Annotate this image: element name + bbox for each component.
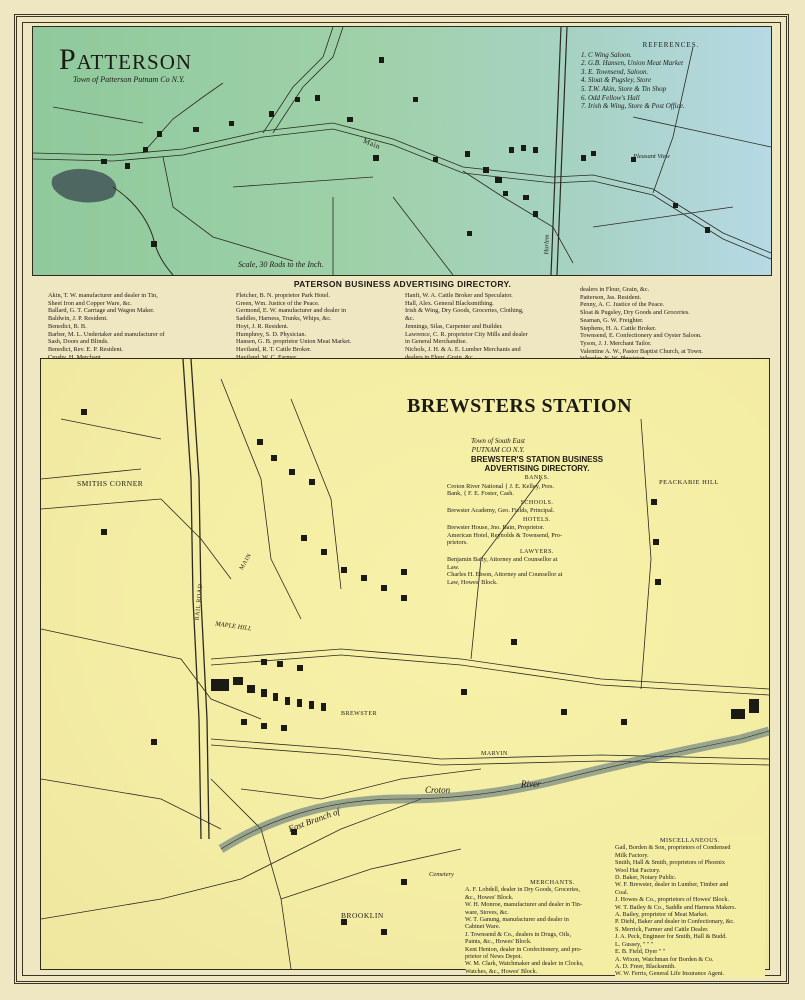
maple-hill-label: MAPLE HILL bbox=[214, 620, 252, 633]
map-scale: Scale, 30 Rods to the Inch. bbox=[238, 260, 324, 269]
patterson-map bbox=[32, 26, 772, 276]
directory-entry: Humphrey, S. D. Physician. bbox=[236, 330, 307, 338]
section-heading: BANKS. bbox=[524, 475, 550, 481]
reference-item: 7. Irish & Wing, Store & Post Office. bbox=[581, 102, 685, 111]
directory-entry: L. Gussey, " " " bbox=[615, 940, 654, 948]
directory-column-3 bbox=[405, 292, 575, 361]
directory-entry: A. D. Freer, Blacksmith. bbox=[615, 962, 676, 970]
section-heading: LAWYERS. bbox=[519, 548, 555, 555]
patterson-directory-title: PATERSON BUSINESS ADVERTISING DIRECTORY. bbox=[293, 279, 512, 289]
east-branch-label: East Branch of bbox=[286, 806, 342, 834]
directory-entry: Saddles, Harness, Trunks, Whips, &c. bbox=[236, 315, 332, 323]
brewsters-title: BREWSTERS STATION bbox=[407, 395, 633, 417]
directory-entry: Milk Factory. bbox=[615, 851, 649, 859]
brewsters-subtitle bbox=[471, 437, 525, 455]
directory-entry: in General Merchandise. bbox=[405, 338, 468, 346]
directory-entry: Townsend, E. Confectionery and Oyster Saloon. bbox=[580, 332, 702, 340]
directory-entry: W. T. Bailey & Co., Saddle and Harness Makers. bbox=[615, 903, 737, 911]
directory-entry: Brewster House, Jno. Bain, Proprietor. bbox=[447, 524, 545, 531]
directory-entry: Stephens, H. A. Cattle Broker. bbox=[580, 324, 657, 332]
directory-entry: W. H. Monroe, manufacturer and dealer in Tin- bbox=[465, 901, 582, 909]
directory-entry: Hansen, G. B. proprietor Union Meat Market. bbox=[236, 338, 352, 346]
brewsters-directory bbox=[447, 455, 627, 586]
directory-entry: Seaman, G. W. Freighter. bbox=[580, 316, 644, 324]
miscellaneous-list bbox=[615, 837, 765, 978]
croton-river bbox=[221, 731, 769, 852]
brewster-street-label: BREWSTER bbox=[341, 711, 378, 717]
reference-item: 5. T.W. Akin, Store & Tin Shop bbox=[581, 84, 667, 93]
directory-entry: A. Wixon, Watchman for Borden & Co. bbox=[615, 955, 714, 963]
directory-entry: Brewster Academy, Geo. Fields, Principal. bbox=[447, 507, 555, 514]
directory-entry: Nichols, J. H. & A. E. Lumber Merchants and bbox=[405, 345, 521, 353]
reference-item: 1. C Wing Saloon. bbox=[581, 50, 632, 59]
directory-entry: &c., Howes' Block. bbox=[465, 893, 514, 901]
section-heading: HOTELS. bbox=[523, 516, 551, 523]
croton-label: Croton bbox=[425, 785, 451, 795]
directory-entry: Sloat & Pugsley, Dry Goods and Groceries. bbox=[580, 309, 690, 317]
town-label: Town of South East bbox=[471, 437, 526, 445]
reference-item: 4. Sloat & Pugsley, Store bbox=[581, 76, 652, 85]
main-street-label: Main bbox=[361, 135, 382, 152]
directory-entry: Valentine A. W., Pastor Baptist Church, at Town. bbox=[580, 347, 703, 355]
directory-entry: J. Townsend & Co., dealers in Drugs, Oils, bbox=[465, 930, 572, 938]
cemetery-label: Cemetery bbox=[429, 871, 454, 878]
directory-entry: Fletcher, B. N. proprietor Park Hotel. bbox=[236, 292, 331, 299]
directory-entry: Benedict, B. B. bbox=[48, 322, 87, 330]
directory-entry: Jennings, Silas, Carpenter and Builder. bbox=[405, 322, 503, 330]
directory-entry: Hall, Alex. General Blacksmithing. bbox=[405, 299, 494, 307]
references-title: REFERENCES. bbox=[642, 41, 700, 49]
directory-entry: Barber, M. L. Undertaker and manufacturer of bbox=[48, 330, 165, 338]
directory-entry: P. Diehl, Baker and dealer in Confectionary, &c. bbox=[615, 918, 735, 926]
river-label: River bbox=[521, 779, 541, 789]
directory-entry: Patterson, Jas. Resident. bbox=[580, 293, 642, 301]
merchants-list bbox=[465, 879, 640, 975]
directory-entry: D. Baker, Notary Public. bbox=[615, 874, 677, 882]
reference-item: 3. E. Townsend, Saloon. bbox=[581, 67, 649, 76]
directory-entry: Bank, { F. E. Foster, Cash. bbox=[447, 490, 514, 497]
directory-entry: Watches, &c., Howes' Block. bbox=[465, 967, 538, 975]
directory-entry: Charles H. Ebson, Attorney and Counsellor at bbox=[447, 571, 563, 578]
directory-entry: Wool Hat Factory. bbox=[615, 866, 661, 874]
section-heading: MISCELLANEOUS. bbox=[659, 837, 721, 844]
directory-column-1 bbox=[48, 292, 233, 361]
directory-entry: Lawrence, C. R. proprietor City Mills and dealer bbox=[405, 330, 528, 338]
directory-entry: Gail, Borden & Son, proprietors of Condensed bbox=[615, 844, 731, 852]
directory-entry: W. M. Clark, Watchmaker and dealer in Clocks, bbox=[465, 960, 584, 968]
directory-entry: Hoyt, J. R. Resident. bbox=[236, 322, 289, 330]
directory-entry: S. Merrick, Farmer and Cattle Dealer. bbox=[615, 925, 709, 933]
section-heading: MERCHANTS. bbox=[530, 879, 575, 886]
directory-entry: ware, Stoves, &c. bbox=[465, 908, 509, 916]
directory-entry: Sash, Doors and Blinds. bbox=[48, 338, 109, 346]
section-heading: SCHOOLS. bbox=[520, 499, 554, 506]
directory-entry: Green, Wm. Justice of the Peace. bbox=[236, 299, 320, 307]
directory-entry: Sheet Iron and Copper Ware, &c. bbox=[48, 299, 132, 307]
directory-entry: Haviland, R. T. Cattle Broker. bbox=[236, 345, 312, 353]
peackabie-hill-label: PEACKABIE HILL bbox=[659, 479, 719, 486]
directory-entry: prietors. bbox=[447, 539, 468, 546]
directory-column-2 bbox=[236, 292, 406, 361]
directory-entry: W. T. Ganung, manufacturer and dealer in bbox=[465, 916, 569, 924]
brooklin-label: BROOKLIN bbox=[341, 911, 384, 920]
marvin-ave-label: MARVIN bbox=[481, 751, 508, 757]
harlem-label: Harlem bbox=[543, 234, 551, 255]
directory-entry: J. A. Peck, Engineer for Smith, Hall & Budd. bbox=[615, 933, 727, 941]
directory-entry: Smith, Hall & Smith, proprietors of Phoenix bbox=[615, 859, 725, 867]
directory-entry: Coal. bbox=[615, 888, 629, 896]
directory-entry: &c. bbox=[405, 315, 415, 323]
pleasant-view-label: Pleasant View bbox=[633, 153, 670, 160]
directory-entry: Law, Howes' Block. bbox=[447, 578, 498, 586]
directory-entry: W. F. Brewster, dealer in Lumber, Timber and bbox=[615, 881, 729, 889]
references-box bbox=[581, 41, 761, 111]
patterson-title: Patterson bbox=[59, 43, 193, 76]
directory-entry: Tyson, J. J. Merchant Tailor. bbox=[580, 339, 652, 347]
directory-entry: Paints, &c., Howes' Block. bbox=[465, 938, 532, 946]
directory-entry: Croton River National { J. E. Kelley, Pres. bbox=[447, 482, 555, 490]
directory-entry: American Hotel, Reynolds & Townsend, Pro- bbox=[447, 531, 563, 539]
directory-entry: Akin, T. W. manufacturer and dealer in Tin, bbox=[48, 292, 158, 299]
directory-entry: Hanft, W. A. Cattle Broker and Speculator. bbox=[405, 292, 513, 299]
directory-entry: Ballard, G. T. Carriage and Wagon Maker. bbox=[48, 307, 155, 315]
directory-entry: Benjamin Baily, Attorney and Counsellor at bbox=[447, 556, 558, 563]
directory-entry: A. F. Lobdell, dealer in Dry Goods, Groceries, bbox=[465, 886, 580, 894]
directory-entry: Cabinet Ware. bbox=[465, 923, 501, 931]
directory-entry: A. Bailey, proprietor of Meat Market. bbox=[615, 911, 709, 919]
directory-entry: J. Howes & Co., proprietors of Howes' Block. bbox=[615, 896, 730, 904]
brewsters-directory-title: BREWSTER'S STATION BUSINESS ADVERTISING DIRECTORY. bbox=[470, 455, 604, 473]
directory-entry: dealers in Flour, Grain, &c. bbox=[580, 286, 650, 293]
railroad-label: RAIL ROAD bbox=[194, 583, 204, 621]
directory-entry: E. B. Field, Dyer " " bbox=[615, 948, 666, 956]
directory-entry: Baldwin, J. P. Resident. bbox=[48, 315, 108, 323]
directory-entry: Irish & Wing, Dry Goods, Groceries, Clothing, bbox=[405, 307, 524, 315]
brewsters-map bbox=[40, 358, 770, 978]
reference-item: 2. G.B. Hansen, Union Meat Market bbox=[581, 59, 684, 68]
main-street-label: MAIN bbox=[238, 552, 254, 572]
directory-entry: Law. bbox=[447, 563, 460, 571]
directory-entry: Penny, A. C. Justice of the Peace. bbox=[580, 301, 665, 309]
directory-entry: Benedict, Rev. E. P. Resident. bbox=[48, 345, 123, 353]
smiths-corner-label: SMITHS CORNER bbox=[77, 479, 144, 488]
directory-entry: Germond, E. W. manufacturer and dealer in bbox=[236, 307, 346, 315]
mill-pond bbox=[52, 169, 117, 203]
patterson-subtitle: Town of Patterson Putnam Co N.Y. bbox=[73, 75, 185, 84]
reference-item: 6. Odd Fellow's Hall bbox=[581, 93, 640, 102]
county-label: PUTNAM CO N.Y. bbox=[471, 446, 525, 454]
directory-column-4 bbox=[580, 286, 770, 363]
directory-entry: Kent Henion, dealer in Confectionery, and pro- bbox=[465, 945, 582, 953]
directory-entry: W. W. Ferris, General Life Insurance Agent. bbox=[615, 970, 725, 978]
directory-entry: prietor of News Depot. bbox=[465, 953, 523, 961]
